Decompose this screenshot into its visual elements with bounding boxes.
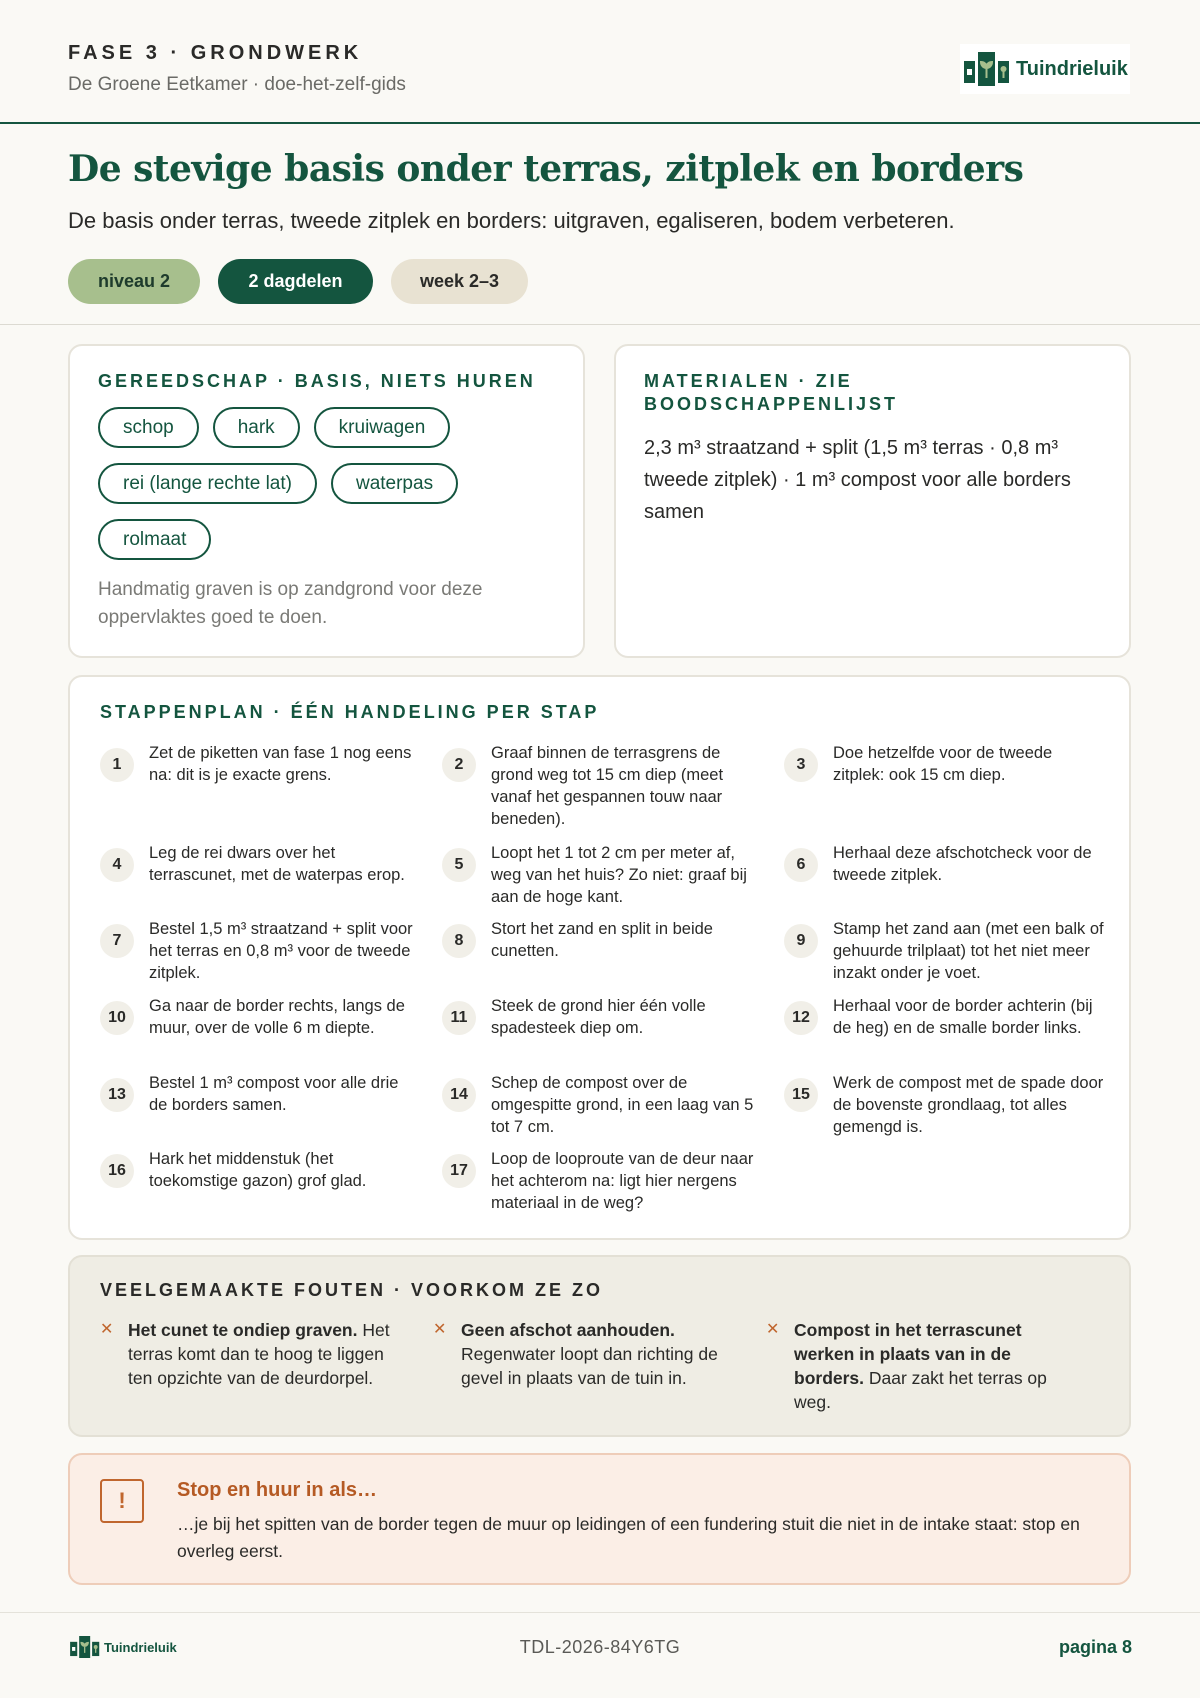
step-item — [442, 842, 784, 918]
cross-icon: ✕ — [100, 1321, 114, 1338]
tool-tag: rei (lange rechte lat) — [98, 463, 317, 504]
step-number: 4 — [100, 848, 134, 882]
step-number: 5 — [442, 848, 476, 882]
step-number: 2 — [442, 748, 476, 782]
tools-note: Handmatig graven is op zandgrond voor deze oppervlaktes goed te doen. — [98, 579, 483, 628]
document-code: TDL-2026-84Y6TG — [519, 1637, 681, 1657]
mistake-item — [766, 1318, 1099, 1414]
step-item — [100, 742, 442, 842]
step-item — [100, 918, 442, 995]
footer-divider — [0, 1612, 1200, 1613]
step-text: Werk de compost met de spade door de bovenste grondlaag, tot alles gemengd is. — [833, 1074, 1104, 1136]
step-number: 16 — [100, 1154, 134, 1188]
step-number: 17 — [442, 1154, 476, 1188]
step-text: Ga naar de border rechts, langs de muur, over de volle 6 m diepte. — [149, 997, 405, 1037]
step-text: Zet de piketten van fase 1 nog eens na: dit is je exacte grens. — [149, 744, 412, 784]
step-text: Schep de compost over de omgespitte grond, in een laag van 5 tot 7 cm. — [491, 1074, 754, 1136]
level-badge: niveau 2 — [68, 259, 200, 304]
materials-text: 2,3 m³ straatzand + split (1,5 m³ terras · 0,8 m³ tweede zitplek) · 1 m³ compost voor alle borders samen — [644, 437, 1071, 523]
step-item — [100, 995, 442, 1072]
page-title: De stevige basis onder terras, zitplek en borders — [68, 148, 1024, 190]
mistake-body: Het terras komt dan te hoog te liggen ten opzichte van de deurdorpel. — [128, 1320, 390, 1388]
step-text: Leg de rei dwars over het terrascunet, met de waterpas erop. — [149, 844, 405, 884]
step-text: Steek de grond hier één volle spadesteek diep om. — [491, 997, 706, 1037]
tool-tag: waterpas — [331, 463, 458, 504]
step-text: Herhaal deze afschotcheck voor de tweede zitplek. — [833, 844, 1092, 884]
step-item — [784, 918, 1104, 995]
step-number: 8 — [442, 924, 476, 958]
step-item — [784, 742, 1104, 842]
step-text: Stort het zand en split in beide cunetten. — [491, 920, 713, 960]
mistakes-list — [100, 1318, 1099, 1414]
step-text: Stamp het zand aan (met een balk of gehuurde trilplaat) tot het niet meer inzakt onder je voet. — [833, 920, 1104, 982]
step-text: Hark het middenstuk (het toekomstige gazon) grof glad. — [149, 1150, 367, 1190]
page-header — [0, 0, 1200, 124]
alert-title: Stop en huur in als… — [177, 1479, 378, 1501]
brand-logo — [960, 44, 1130, 94]
alert-text: …je bij het spitten van de border tegen de muur op leidingen of een fundering stuit die niet in de intake staat: stop en overleg eerst. — [177, 1514, 1080, 1561]
step-number: 15 — [784, 1078, 818, 1112]
step-number: 7 — [100, 924, 134, 958]
step-number: 12 — [784, 1001, 818, 1035]
cross-icon: ✕ — [766, 1321, 780, 1338]
step-text: Herhaal voor de border achterin (bij de heg) en de smalle border links. — [833, 997, 1093, 1037]
mistakes-card — [68, 1255, 1131, 1437]
step-text: Loop de looproute van de deur naar het achterom na: ligt hier nergens materiaal in de weg? — [491, 1150, 754, 1212]
step-number: 3 — [784, 748, 818, 782]
page-number: pagina 8 — [1058, 1637, 1132, 1657]
step-item — [442, 995, 784, 1072]
mistake-text — [128, 1318, 408, 1414]
step-item — [442, 918, 784, 995]
materials-label: MATERIALEN · ZIE BOODSCHAPPENLIJST — [644, 371, 899, 414]
tool-tag: rolmaat — [98, 519, 211, 560]
mistake-title: Compost in het terrascunet werken in plaats van in de borders. — [794, 1320, 1022, 1388]
step-text: Bestel 1,5 m³ straatzand + split voor het terras en 0,8 m³ voor de tweede zitplek. — [149, 920, 413, 982]
step-number: 13 — [100, 1078, 134, 1112]
step-text: Graaf binnen de terrasgrens de grond weg tot 15 cm diep (meet vanaf het gespannen touw naar beneden). — [491, 744, 724, 828]
steps-card — [68, 675, 1131, 1240]
mistake-title: Het cunet te ondiep graven. — [128, 1320, 358, 1340]
step-item — [100, 1072, 442, 1148]
mistake-item — [433, 1318, 766, 1414]
brand-name: Tuindrieluik — [1016, 57, 1128, 80]
mistake-text — [794, 1318, 1074, 1414]
step-item — [100, 842, 442, 918]
step-number: 6 — [784, 848, 818, 882]
mistake-body: Regenwater loopt dan richting de gevel in plaats van de tuin in. — [461, 1344, 718, 1388]
step-item — [442, 1072, 784, 1148]
tools-label: GEREEDSCHAP · BASIS, NIETS HUREN — [98, 371, 536, 391]
tool-tag: schop — [98, 407, 199, 448]
step-text: Bestel 1 m³ compost voor alle drie de borders samen. — [149, 1074, 399, 1114]
duration-badge: 2 dagdelen — [218, 259, 373, 304]
tools-card — [68, 344, 585, 658]
step-number: 10 — [100, 1001, 134, 1035]
phase-subtitle: De Groene Eetkamer · doe-het-zelf-gids — [68, 74, 406, 95]
warning-icon: ! — [100, 1479, 144, 1523]
mistakes-label: VEELGEMAAKTE FOUTEN · VOORKOM ZE ZO — [100, 1280, 604, 1300]
steps-list — [100, 742, 1104, 1218]
footer-brand-name: Tuindrieluik — [104, 1639, 177, 1655]
step-item — [784, 995, 1104, 1072]
tool-tag: hark — [213, 407, 300, 448]
section-divider — [0, 324, 1200, 325]
step-item — [784, 1072, 1104, 1148]
mistake-text — [461, 1318, 741, 1414]
step-text: Loopt het 1 tot 2 cm per meter af, weg van het huis? Zo niet: graaf bij aan de hoge kant. — [491, 844, 747, 906]
steps-label: STAPPENPLAN · ÉÉN HANDELING PER STAP — [100, 702, 600, 722]
step-number: 9 — [784, 924, 818, 958]
materials-card — [614, 344, 1131, 658]
step-text: Doe hetzelfde voor de tweede zitplek: ook 15 cm diep. — [833, 744, 1053, 784]
step-number: 1 — [100, 748, 134, 782]
tool-tag: kruiwagen — [314, 407, 451, 448]
week-badge: week 2–3 — [391, 259, 528, 304]
step-item — [442, 1148, 784, 1218]
phase-title: FASE 3 · GRONDWERK — [68, 42, 363, 64]
tool-tags — [98, 407, 538, 560]
mistake-item — [100, 1318, 433, 1414]
cross-icon: ✕ — [433, 1321, 447, 1338]
meta-badges — [68, 259, 528, 304]
mistake-title: Geen afschot aanhouden. — [461, 1320, 675, 1340]
step-number: 14 — [442, 1078, 476, 1112]
page-intro: De basis onder terras, tweede zitplek en borders: uitgraven, egaliseren, bodem verbeteren. — [68, 208, 955, 233]
mistake-body: Daar zakt het terras op weg. — [794, 1368, 1047, 1412]
step-number: 11 — [442, 1001, 476, 1035]
brand-logo-icon — [964, 52, 1010, 86]
step-item — [100, 1148, 442, 1218]
step-item — [442, 742, 784, 842]
step-item — [784, 842, 1104, 918]
stop-alert — [68, 1453, 1131, 1585]
